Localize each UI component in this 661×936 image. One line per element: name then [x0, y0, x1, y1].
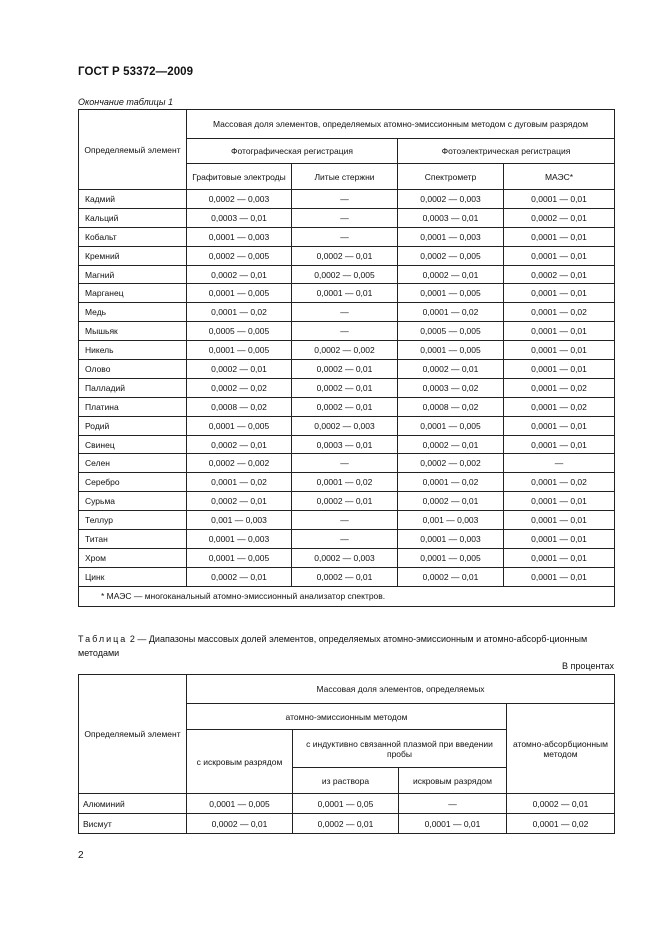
table1-col-graphite: Графитовые электроды	[187, 164, 292, 190]
range-cell: 0,0001 — 0,003	[187, 227, 292, 246]
range-cell: 0,0002 — 0,01	[292, 378, 398, 397]
range-cell: 0,001 — 0,003	[187, 511, 292, 530]
range-cell: 0,0001 — 0,01	[504, 322, 615, 341]
range-cell: 0,0001 — 0,01	[399, 814, 507, 834]
range-cell: 0,0002 — 0,01	[187, 814, 293, 834]
range-cell: 0,0003 — 0,01	[292, 435, 398, 454]
range-cell: 0,0002 — 0,01	[398, 435, 504, 454]
range-cell: 0,0002 — 0,005	[187, 246, 292, 265]
range-cell: 0,0005 — 0,005	[398, 322, 504, 341]
range-cell: 0,0001 — 0,01	[504, 530, 615, 549]
range-cell: 0,0002 — 0,01	[398, 492, 504, 511]
range-cell: 0,0001 — 0,02	[507, 814, 615, 834]
range-cell: 0,0001 — 0,005	[187, 341, 292, 360]
range-cell: 0,0001 — 0,05	[293, 794, 399, 814]
range-cell: 0,0002 — 0,01	[398, 265, 504, 284]
range-cell: 0,0001 — 0,02	[187, 473, 292, 492]
range-cell: 0,0001 — 0,005	[398, 548, 504, 567]
table2-col-spark2: искровым разрядом	[399, 768, 507, 794]
range-cell: 0,0001 — 0,01	[504, 246, 615, 265]
range-cell: 0,0001 — 0,005	[398, 416, 504, 435]
range-cell: 0,0001 — 0,02	[398, 473, 504, 492]
range-cell: 0,0001 — 0,01	[504, 567, 615, 586]
table-row	[79, 322, 615, 341]
table-row	[79, 246, 615, 265]
range-cell: —	[292, 322, 398, 341]
range-cell: 0,0001 — 0,005	[187, 284, 292, 303]
range-cell: —	[292, 303, 398, 322]
range-cell: 0,0002 — 0,005	[292, 265, 398, 284]
element-name-cell: Сурьма	[79, 492, 187, 511]
table1-col-element: Определяемый элемент	[79, 110, 187, 190]
element-name-cell: Магний	[79, 265, 187, 284]
element-name-cell: Теллур	[79, 511, 187, 530]
range-cell: 0,0001 — 0,01	[504, 435, 615, 454]
range-cell: 0,0002 — 0,02	[187, 378, 292, 397]
table-row	[79, 190, 615, 209]
element-name-cell: Кальций	[79, 208, 187, 227]
element-name-cell: Кадмий	[79, 190, 187, 209]
range-cell: 0,0008 — 0,02	[398, 397, 504, 416]
element-name-cell: Платина	[79, 397, 187, 416]
range-cell: 0,0002 — 0,01	[293, 814, 399, 834]
table-row	[79, 265, 615, 284]
range-cell: 0,0002 — 0,01	[292, 246, 398, 265]
table2-col-element: Определяемый элемент	[79, 675, 187, 794]
range-cell: 0,0001 — 0,003	[398, 227, 504, 246]
range-cell: 0,0001 — 0,005	[398, 284, 504, 303]
table1-footnote-row	[79, 586, 615, 606]
range-cell: —	[399, 794, 507, 814]
element-name-cell: Мышьяк	[79, 322, 187, 341]
range-cell: 0,0001 — 0,01	[504, 190, 615, 209]
table-row	[79, 397, 615, 416]
range-cell: 0,0002 — 0,01	[398, 567, 504, 586]
range-cell: —	[504, 454, 615, 473]
range-cell: 0,0001 — 0,003	[398, 530, 504, 549]
range-cell: 0,0001 — 0,005	[398, 341, 504, 360]
table-row	[79, 378, 615, 397]
range-cell: 0,0001 — 0,02	[504, 397, 615, 416]
range-cell: 0,0002 — 0,002	[292, 341, 398, 360]
range-cell: 0,0001 — 0,01	[504, 511, 615, 530]
table1-col-spectrometer: Спектрометр	[398, 164, 504, 190]
table2-sub-aa: атомно-абсорбционным методом	[507, 704, 615, 794]
element-name-cell: Кремний	[79, 246, 187, 265]
range-cell: 0,0001 — 0,01	[504, 284, 615, 303]
element-name-cell: Титан	[79, 530, 187, 549]
table-row	[79, 435, 615, 454]
element-name-cell: Медь	[79, 303, 187, 322]
table-row	[79, 548, 615, 567]
table-row	[79, 511, 615, 530]
element-name-cell: Алюминий	[79, 794, 187, 814]
element-name-cell: Висмут	[79, 814, 187, 834]
range-cell: 0,0002 — 0,01	[292, 567, 398, 586]
range-cell: 0,0002 — 0,003	[187, 190, 292, 209]
range-cell: —	[292, 511, 398, 530]
range-cell: 0,0003 — 0,01	[398, 208, 504, 227]
table-row	[79, 530, 615, 549]
range-cell: 0,0002 — 0,005	[398, 246, 504, 265]
range-cell: 0,0001 — 0,01	[292, 284, 398, 303]
range-cell: 0,0002 — 0,003	[292, 548, 398, 567]
range-cell: 0,0001 — 0,02	[398, 303, 504, 322]
table2-group-header: Массовая доля элементов, определяемых	[187, 675, 615, 704]
range-cell: 0,0005 — 0,005	[187, 322, 292, 341]
range-cell: 0,0003 — 0,01	[187, 208, 292, 227]
table2-col-icp: с индуктивно связанной плазмой при введении пробы	[293, 730, 507, 768]
range-cell: 0,0002 — 0,01	[292, 397, 398, 416]
table1-col-maes: МАЭС*	[504, 164, 615, 190]
range-cell: 0,0002 — 0,01	[187, 567, 292, 586]
table-row	[79, 567, 615, 586]
element-name-cell: Серебро	[79, 473, 187, 492]
table-row	[79, 303, 615, 322]
table-row	[79, 360, 615, 379]
table-row	[79, 814, 615, 834]
element-name-cell: Хром	[79, 548, 187, 567]
table2-sub-ae: атомно-эмиссионным методом	[187, 704, 507, 730]
table-row	[79, 227, 615, 246]
table2-caption-text: 2 — Диапазоны массовых долей элементов, определяемых атомно-эмиссионным и атомно-абсорб-ционным методами	[78, 634, 588, 658]
table1-caption: Окончание таблицы 1	[78, 97, 173, 107]
range-cell: 0,0002 — 0,01	[187, 265, 292, 284]
range-cell: 0,001 — 0,003	[398, 511, 504, 530]
range-cell: 0,0001 — 0,02	[292, 473, 398, 492]
element-name-cell: Кобальт	[79, 227, 187, 246]
range-cell: 0,0002 — 0,01	[507, 794, 615, 814]
range-cell: 0,0002 — 0,01	[187, 435, 292, 454]
range-cell: —	[292, 454, 398, 473]
table1-sub-photo: Фотографическая регистрация	[187, 139, 398, 164]
element-name-cell: Никель	[79, 341, 187, 360]
range-cell: 0,0001 — 0,02	[504, 378, 615, 397]
range-cell: 0,0001 — 0,01	[504, 360, 615, 379]
range-cell: 0,0001 — 0,02	[504, 303, 615, 322]
range-cell: —	[292, 190, 398, 209]
table-row	[79, 208, 615, 227]
range-cell: 0,0002 — 0,01	[292, 492, 398, 511]
element-name-cell: Свинец	[79, 435, 187, 454]
document-header: ГОСТ Р 53372—2009	[78, 66, 194, 78]
table1-footnote: * МАЭС — многоканальный атомно-эмиссионный анализатор спектров.	[79, 586, 615, 606]
table1-col-cast-rods: Литые стержни	[292, 164, 398, 190]
table-row	[79, 284, 615, 303]
range-cell: 0,0001 — 0,01	[504, 548, 615, 567]
range-cell: 0,0001 — 0,02	[187, 303, 292, 322]
range-cell: 0,0001 — 0,01	[504, 341, 615, 360]
element-name-cell: Марганец	[79, 284, 187, 303]
element-name-cell: Олово	[79, 360, 187, 379]
table1-sub-photoelectric: Фотоэлектрическая регистрация	[398, 139, 615, 164]
table2-caption	[78, 632, 618, 660]
range-cell: —	[292, 227, 398, 246]
table1-group-header: Массовая доля элементов, определяемых атомно-эмиссионным методом с дуговым разрядом	[187, 110, 615, 139]
range-cell: 0,0002 — 0,01	[187, 360, 292, 379]
range-cell: 0,0002 — 0,002	[398, 454, 504, 473]
element-name-cell: Палладий	[79, 378, 187, 397]
range-cell: 0,0001 — 0,003	[187, 530, 292, 549]
range-cell: 0,0002 — 0,01	[504, 208, 615, 227]
range-cell: 0,0002 — 0,003	[292, 416, 398, 435]
range-cell: —	[292, 208, 398, 227]
table2	[78, 674, 615, 834]
range-cell: —	[292, 530, 398, 549]
range-cell: 0,0003 — 0,02	[398, 378, 504, 397]
element-name-cell: Селен	[79, 454, 187, 473]
page-number: 2	[78, 850, 84, 861]
table2-col-solution: из раствора	[293, 768, 399, 794]
range-cell: 0,0002 — 0,01	[292, 360, 398, 379]
element-name-cell: Цинк	[79, 567, 187, 586]
table-row	[79, 492, 615, 511]
range-cell: 0,0002 — 0,002	[187, 454, 292, 473]
range-cell: 0,0002 — 0,01	[504, 265, 615, 284]
table2-unit: В процентах	[562, 661, 614, 671]
range-cell: 0,0001 — 0,01	[504, 227, 615, 246]
table-row	[79, 454, 615, 473]
range-cell: 0,0001 — 0,005	[187, 548, 292, 567]
range-cell: 0,0001 — 0,005	[187, 794, 293, 814]
range-cell: 0,0002 — 0,01	[398, 360, 504, 379]
element-name-cell: Родий	[79, 416, 187, 435]
range-cell: 0,0002 — 0,01	[187, 492, 292, 511]
range-cell: 0,0008 — 0,02	[187, 397, 292, 416]
range-cell: 0,0001 — 0,01	[504, 492, 615, 511]
table-row	[79, 416, 615, 435]
range-cell: 0,0001 — 0,01	[504, 416, 615, 435]
table-row	[79, 794, 615, 814]
range-cell: 0,0001 — 0,005	[187, 416, 292, 435]
table1	[78, 109, 615, 607]
range-cell: 0,0002 — 0,003	[398, 190, 504, 209]
table2-col-spark: с искровым разрядом	[187, 730, 293, 794]
table-row	[79, 341, 615, 360]
range-cell: 0,0001 — 0,02	[504, 473, 615, 492]
table2-caption-label: Таблица	[78, 634, 128, 644]
table-row	[79, 473, 615, 492]
